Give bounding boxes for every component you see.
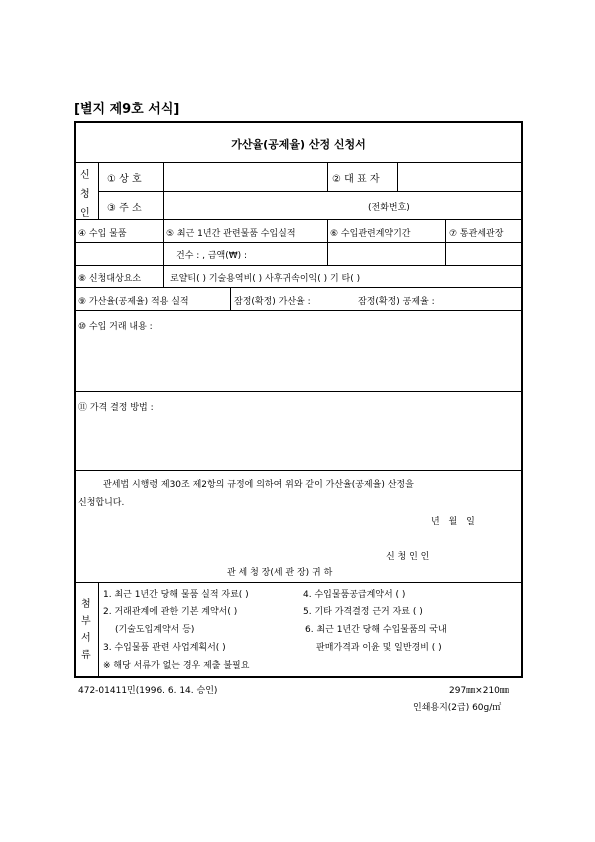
rule-7 bbox=[74, 310, 523, 311]
rule-2 bbox=[98, 191, 523, 192]
attach-label-4: 류 bbox=[81, 650, 91, 661]
attach-item-3: 3. 수입물품 관련 사업계획서( ) bbox=[103, 643, 226, 653]
address-field[interactable] bbox=[165, 193, 355, 218]
rule-3 bbox=[74, 219, 523, 220]
vrule-target bbox=[163, 265, 164, 287]
transaction-label: ⑩ 수입 거래 내용 : bbox=[78, 322, 153, 332]
attach-label-3: 서 bbox=[81, 633, 91, 644]
statement-applicant-sign: 신 청 인 인 bbox=[386, 552, 430, 562]
statement-addressee: 관 세 청 장(세 관 장) 귀 하 bbox=[227, 568, 333, 578]
statement-date: 년 월 일 bbox=[431, 517, 475, 527]
record-label: ⑨ 가산율(공제율) 적용 실적 bbox=[78, 297, 189, 307]
attach-label-1: 첨 bbox=[81, 599, 91, 610]
frame-right bbox=[521, 121, 523, 678]
rule-4 bbox=[74, 242, 523, 243]
rule-10 bbox=[74, 582, 523, 583]
attach-item-4: 4. 수입물품공급계약서 ( ) bbox=[303, 590, 406, 600]
frame-top bbox=[74, 121, 523, 123]
vrule-items-1 bbox=[163, 219, 164, 265]
target-label: ⑧ 신청대상요소 bbox=[78, 274, 142, 284]
customs-office-field[interactable] bbox=[447, 244, 520, 264]
attach-item-1: 1. 최근 1년간 당해 물품 실적 자료( ) bbox=[103, 590, 249, 600]
price-method-label: ⑪ 가격 결정 방법 : bbox=[78, 403, 154, 413]
vrule-items-2 bbox=[327, 219, 328, 265]
statement-line1: 관세법 시행령 제30조 제2항의 규정에 의하여 위와 같이 가산율(공제율) 산정을 bbox=[103, 480, 414, 490]
address-label: ③ 주 소 bbox=[107, 203, 142, 214]
target-options: 로얄티( ) 기술용역비( ) 사후귀속이익( ) 기 타( ) bbox=[170, 274, 361, 284]
vrule-items-3 bbox=[445, 219, 446, 265]
rule-6 bbox=[74, 287, 523, 288]
attach-label-2: 부 bbox=[81, 616, 91, 627]
vrule-applicant-label bbox=[98, 162, 99, 219]
price-method-field[interactable] bbox=[77, 414, 520, 468]
attach-note: ※ 해당 서류가 없는 경우 제출 불필요 bbox=[103, 661, 250, 671]
transaction-field[interactable] bbox=[77, 333, 520, 389]
form-label: [별지 제9호 서식] bbox=[74, 102, 180, 117]
statement-line2: 신청합니다. bbox=[78, 498, 125, 508]
trade-name-label: ① 상 호 bbox=[107, 174, 142, 185]
paper-size: 297㎜×210㎜ bbox=[449, 686, 509, 696]
form-number: 472-01411민(1996. 6. 14. 승인) bbox=[78, 686, 218, 696]
vrule-rep-2 bbox=[397, 162, 398, 191]
attach-item-6-cont: 판매가격과 이윤 및 일반경비 ( ) bbox=[316, 643, 442, 653]
customs-office-label: ⑦ 통관세관장 bbox=[449, 229, 504, 239]
vrule-applicant-field bbox=[163, 162, 164, 219]
paper-spec: 인쇄용지(2급) 60g/㎡ bbox=[413, 703, 502, 713]
attach-item-2: 2. 거래관계에 관한 기본 계약서( ) bbox=[103, 607, 238, 617]
frame-bottom bbox=[74, 676, 523, 678]
rule-8 bbox=[74, 391, 523, 392]
import-goods-label: ④ 수입 물품 bbox=[78, 229, 127, 239]
frame-left bbox=[74, 121, 76, 678]
record-add-label: 잠정(확정) 가산율 : bbox=[234, 297, 311, 307]
rule-5 bbox=[74, 265, 523, 266]
count-amount-label: 건수 : , 금액(₩) : bbox=[176, 251, 248, 261]
trade-name-field[interactable] bbox=[165, 164, 325, 190]
phone-label: (전화번호) bbox=[368, 203, 410, 213]
applicant-section-label-3: 인 bbox=[80, 208, 90, 219]
representative-label: ② 대 표 자 bbox=[332, 174, 380, 185]
rule-1 bbox=[74, 162, 523, 163]
attach-item-5: 5. 기타 가격결정 근거 자료 ( ) bbox=[303, 607, 423, 617]
record-deduct-label: 잠정(확정) 공제율 : bbox=[358, 297, 435, 307]
import-goods-field[interactable] bbox=[77, 244, 162, 264]
import-record-label: ⑤ 최근 1년간 관련물품 수입실적 bbox=[166, 229, 296, 239]
attach-item-6: 6. 최근 1년간 당해 수입물품의 국내 bbox=[305, 625, 447, 635]
contract-period-field[interactable] bbox=[329, 244, 444, 264]
vrule-attach bbox=[98, 582, 99, 677]
vrule-record bbox=[230, 287, 231, 310]
applicant-section-label-2: 청 bbox=[80, 189, 90, 200]
vrule-rep-1 bbox=[327, 162, 328, 191]
representative-field[interactable] bbox=[399, 164, 519, 190]
applicant-section-label-1: 신 bbox=[80, 170, 90, 181]
contract-period-label: ⑥ 수입관련계약기간 bbox=[330, 229, 411, 239]
attach-item-2-note: (기술도입계약서 등) bbox=[115, 625, 195, 635]
rule-9 bbox=[74, 470, 523, 471]
form-title: 가산율(공제율) 산정 신청서 bbox=[231, 138, 366, 151]
